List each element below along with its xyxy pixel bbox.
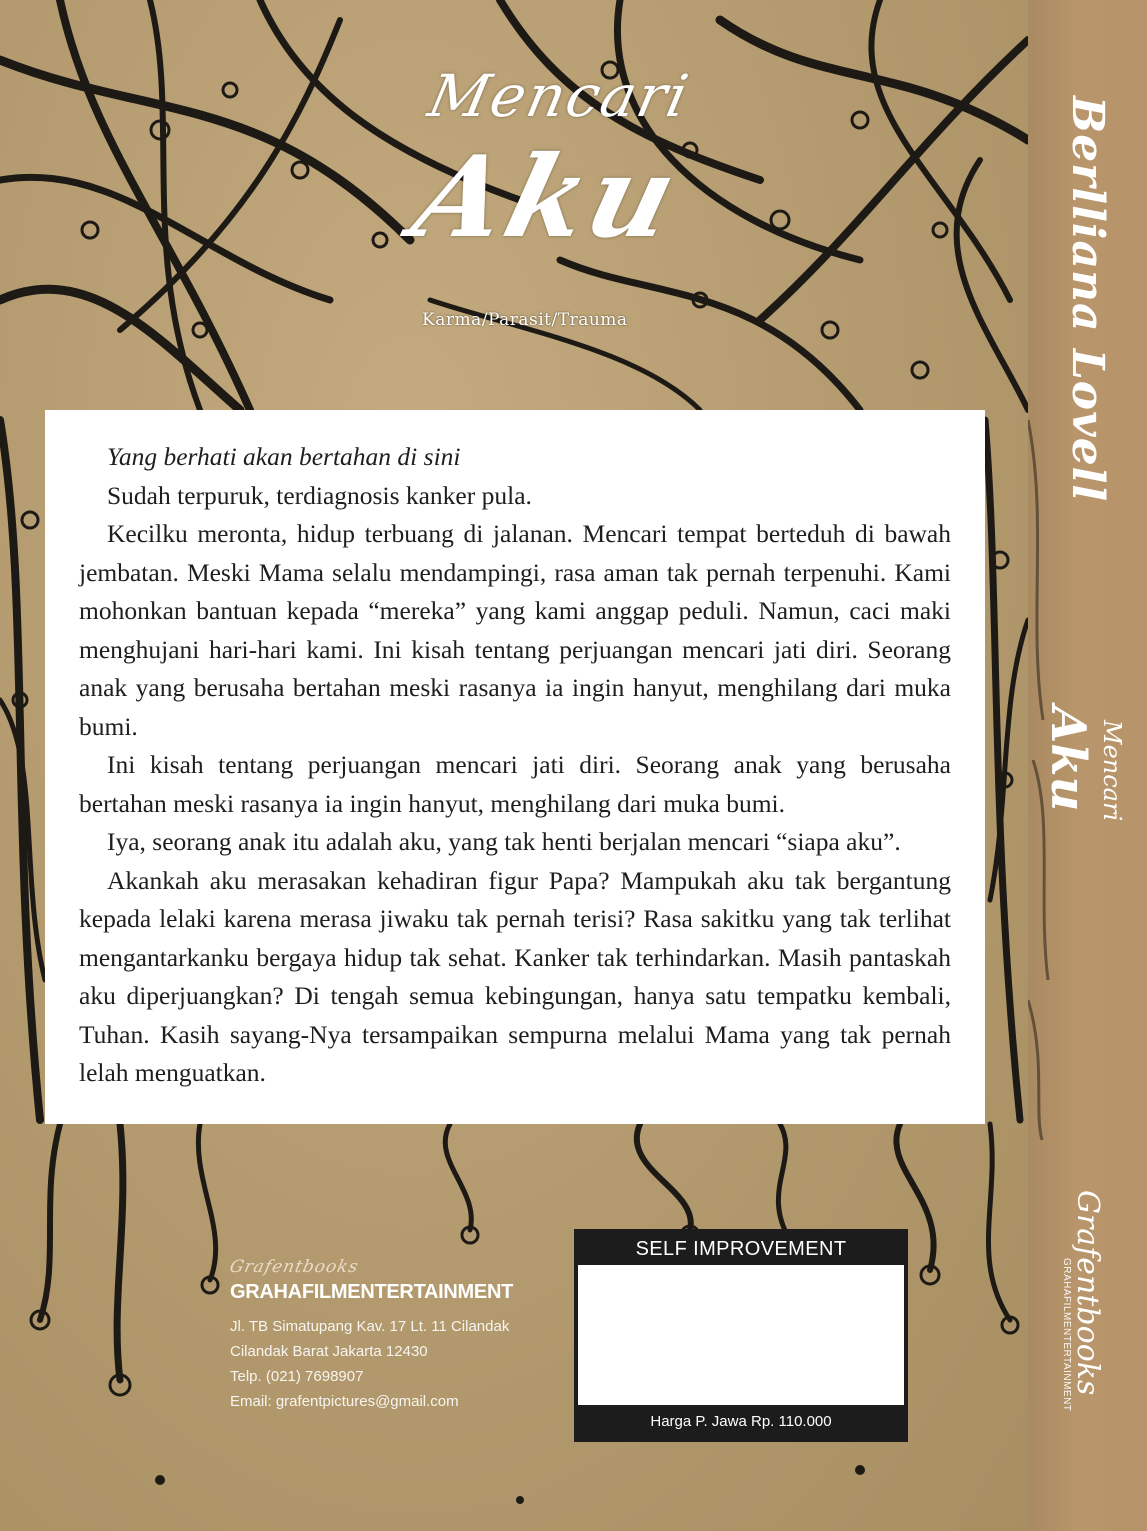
synopsis-paragraph: Ini kisah tentang perjuangan mencari jati diri. Seorang anak yang berusaha bertahan meski rasanya ia ingin hanyut, menghilang dari muka bumi.	[79, 750, 951, 818]
synopsis-paragraph: Iya, seorang anak itu adalah aku, yang tak henti berjalan mencari “siapa aku”.	[107, 827, 901, 856]
synopsis-intro: Yang berhati akan bertahan di sini	[107, 442, 461, 471]
publisher-logo-script: Grafentbooks	[227, 1257, 361, 1277]
synopsis-paragraph: Kecilku meronta, hidup terbuang di jalanan. Mencari tempat berteduh di bawah jembatan. Meski Mama selalu mendampingi, rasa aman tak pernah terpenuhi. Kami mohonkan bantuan kepada “mereka” yang kami anggap peduli. Namun, caci maki menghujani hari-hari kami. Ini kisah tentang perjuangan mencari jati diri. Seorang anak yang berusaha bertahan meski rasanya ia ingin hanyut, menghilang dari muka bumi.	[79, 519, 951, 741]
spine-title-line2: Aku	[1040, 706, 1096, 812]
publisher-name: GRAHAFILMENTERTAINMENT	[230, 1281, 513, 1303]
book-subtitle: Karma/Parasit/Trauma	[422, 310, 628, 330]
spine-publisher-logo: Grafentbooks	[1070, 1190, 1105, 1396]
publisher-email: Email: grafentpictures@gmail.com	[230, 1393, 459, 1410]
publisher-phone: Telp. (021) 7698907	[230, 1368, 364, 1385]
category-label: SELF IMPROVEMENT	[578, 1233, 904, 1265]
category-price-box	[574, 1229, 908, 1442]
price-label: Harga P. Jawa Rp. 110.000	[578, 1405, 904, 1438]
synopsis-paragraph: Akankah aku merasakan kehadiran figur Papa? Mampukah aku tak bergantung kepada lelaki karena merasa jiwaku tak pernah terisi? Rasa sakitku yang tak terlihat mengantarkanku bergaya hidup tak sehat. Kanker tak terhindarkan. Masih pantaskah aku diperjuangkan? Di tengah semua kebingungan, hanya satu tempatku kembali, Tuhan. Kasih sayang-Nya tersampaikan sempurna melalui Mama yang tak pernah lelah menguatkan.	[79, 865, 951, 1087]
spine-publisher-name: GRAHAFILMENTERTAINMENT	[1061, 1258, 1072, 1412]
barcode-area	[578, 1265, 904, 1405]
synopsis-box	[45, 410, 985, 1124]
book-title-line2: Aku	[401, 132, 693, 263]
synopsis-paragraph: Sudah terpuruk, terdiagnosis kanker pula.	[107, 480, 532, 510]
book-title-line1: Mencari	[422, 62, 696, 130]
spine-title-line1: Mencari	[1098, 720, 1126, 822]
publisher-address-line1: Jl. TB Simatupang Kav. 17 Lt. 11 Cilandak	[230, 1318, 510, 1335]
spine-author: Berlliana Lovell	[1062, 96, 1113, 503]
publisher-info	[227, 1257, 513, 1414]
publisher-address-line2: Cilandak Barat Jakarta 12430	[230, 1343, 428, 1360]
